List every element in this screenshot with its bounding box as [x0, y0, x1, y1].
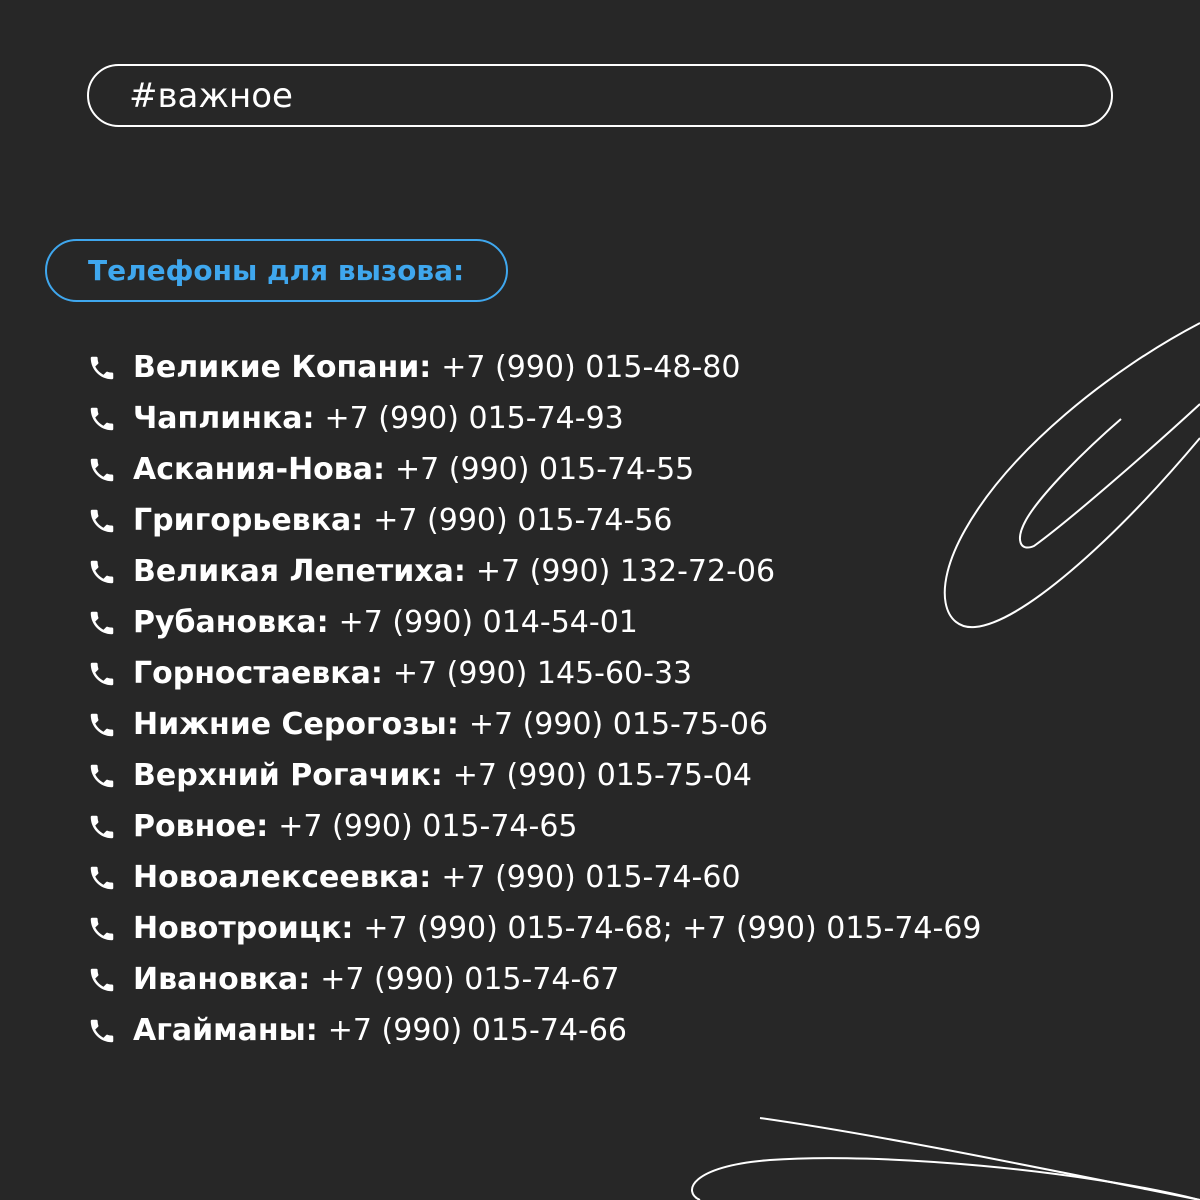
place-name: Горностаевка:: [133, 656, 383, 691]
section-title-pill: [45, 239, 508, 302]
place-name: Агайманы:: [133, 1013, 318, 1048]
place-name: Ивановка:: [133, 962, 311, 997]
list-item: [87, 1005, 982, 1056]
list-item: [87, 699, 982, 750]
phone-icon: [87, 506, 117, 536]
phone-icon: [87, 914, 117, 944]
place-name: Чаплинка:: [133, 401, 315, 436]
list-item: [87, 954, 982, 1005]
section-title: Телефоны для вызова:: [88, 254, 465, 287]
phone-number: +7 (990) 015-74-60: [441, 860, 741, 895]
place-name: Григорьевка:: [133, 503, 364, 538]
phone-number: +7 (990) 015-74-66: [327, 1013, 628, 1048]
list-item: [87, 495, 982, 546]
place-name: Новотроицк:: [133, 911, 354, 946]
hashtag-pill: [87, 64, 1113, 127]
phone-number: +7 (990) 015-74-67: [320, 962, 620, 997]
phone-number: +7 (990) 015-75-04: [452, 758, 752, 793]
phone-icon: [87, 863, 117, 893]
list-item: [87, 342, 982, 393]
phone-number: +7 (990) 015-74-68; +7 (990) 015-74-69: [363, 911, 982, 946]
hashtag-label: #важное: [129, 76, 293, 116]
list-item: [87, 903, 982, 954]
phone-icon: [87, 557, 117, 587]
place-name: Аскания-Нова:: [133, 452, 386, 487]
place-name: Великая Лепетиха:: [133, 554, 466, 589]
phone-number: +7 (990) 015-75-06: [468, 707, 769, 742]
phone-icon: [87, 455, 117, 485]
phone-icon: [87, 608, 117, 638]
phone-number: +7 (990) 015-48-80: [441, 350, 741, 385]
phone-number: +7 (990) 145-60-33: [392, 656, 693, 691]
phone-icon: [87, 404, 117, 434]
list-item: [87, 597, 982, 648]
phone-icon: [87, 761, 117, 791]
place-name: Великие Копани:: [133, 350, 432, 385]
list-item: [87, 750, 982, 801]
place-name: Ровное:: [133, 809, 269, 844]
list-item: [87, 444, 982, 495]
phone-icon: [87, 659, 117, 689]
contact-list: [87, 342, 982, 1056]
list-item: [87, 393, 982, 444]
phone-number: +7 (990) 015-74-65: [278, 809, 578, 844]
phone-icon: [87, 812, 117, 842]
phone-number: +7 (990) 014-54-01: [338, 605, 638, 640]
phone-number: +7 (990) 015-74-55: [395, 452, 695, 487]
phone-number: +7 (990) 132-72-06: [475, 554, 776, 589]
place-name: Нижние Серогозы:: [133, 707, 459, 742]
list-item: [87, 648, 982, 699]
place-name: Рубановка:: [133, 605, 329, 640]
phone-number: +7 (990) 015-74-56: [373, 503, 673, 538]
phone-icon: [87, 353, 117, 383]
phone-icon: [87, 965, 117, 995]
place-name: Верхний Рогачик:: [133, 758, 443, 793]
list-item: [87, 546, 982, 597]
list-item: [87, 852, 982, 903]
phone-number: +7 (990) 015-74-93: [324, 401, 624, 436]
phone-icon: [87, 710, 117, 740]
list-item: [87, 801, 982, 852]
place-name: Новоалексеевка:: [133, 860, 432, 895]
phone-icon: [87, 1016, 117, 1046]
